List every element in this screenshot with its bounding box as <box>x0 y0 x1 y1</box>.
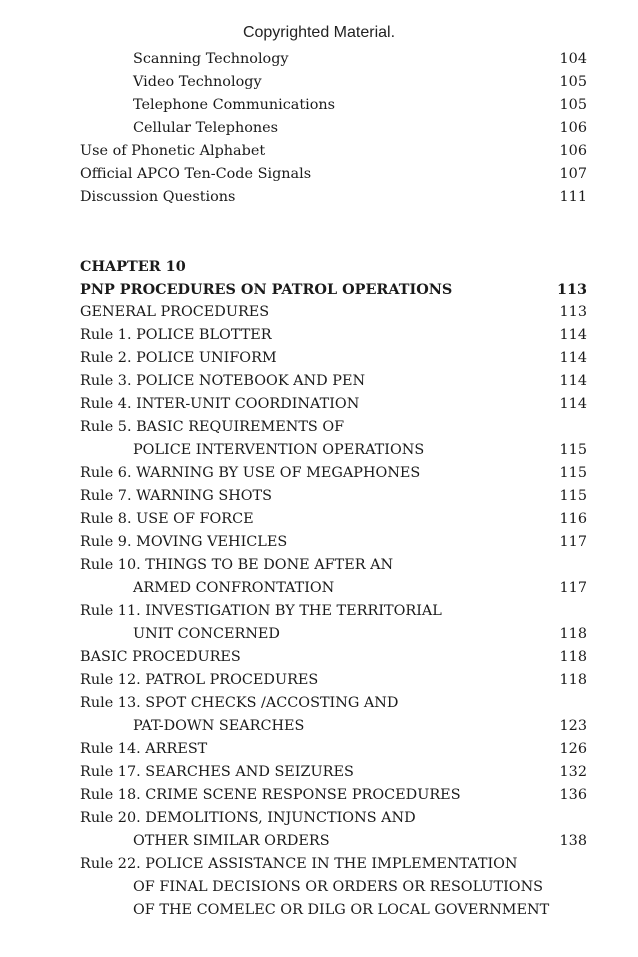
table-of-contents <box>80 48 587 922</box>
copyright-header: Copyrighted Material. <box>242 24 396 41</box>
toc-entry-title: Rule 4. INTER-UNIT COORDINATION <box>80 396 360 412</box>
toc-entry <box>80 485 587 508</box>
toc-entry-title: Rule 20. DEMOLITIONS, INJUNCTIONS AND <box>80 810 416 826</box>
toc-entry-title: Rule 14. ARREST <box>80 741 208 757</box>
toc-entry-page: 106 <box>559 143 587 159</box>
toc-entry-page: 104 <box>559 51 587 67</box>
toc-entry <box>80 807 587 830</box>
toc-entry-title: OF FINAL DECISIONS OR ORDERS OR RESOLUTIONS <box>133 879 544 895</box>
toc-entry-page: 116 <box>559 511 587 527</box>
toc-entry-title: POLICE INTERVENTION OPERATIONS <box>133 442 425 458</box>
toc-entry-page: 118 <box>559 626 587 642</box>
toc-entry-title: Rule 5. BASIC REQUIREMENTS OF <box>80 419 345 435</box>
toc-entry-page: 105 <box>559 74 587 90</box>
toc-entry <box>80 462 587 485</box>
chapter-title <box>80 278 587 301</box>
toc-entry <box>80 554 587 577</box>
section-spacer <box>80 232 587 255</box>
toc-entry <box>80 531 587 554</box>
toc-entry-continuation <box>80 876 587 899</box>
chapter-number <box>80 255 587 278</box>
toc-entry <box>80 669 587 692</box>
toc-entry-title: Rule 17. SEARCHES AND SEIZURES <box>80 764 354 780</box>
toc-entry-continuation <box>80 899 587 922</box>
toc-entry <box>80 370 587 393</box>
toc-entry <box>80 163 587 186</box>
chapter-title-label: PNP PROCEDURES ON PATROL OPERATIONS <box>80 281 453 298</box>
toc-entry-page: 105 <box>559 97 587 113</box>
section-spacer <box>80 209 587 232</box>
toc-entry <box>80 853 587 876</box>
toc-entry-title: Use of Phonetic Alphabet <box>80 143 266 159</box>
toc-entry-title: Rule 1. POLICE BLOTTER <box>80 327 272 343</box>
toc-entry-page: 118 <box>559 649 587 665</box>
toc-entry-page: 114 <box>559 396 587 412</box>
toc-entry-page: 126 <box>559 741 587 757</box>
toc-entry <box>80 738 587 761</box>
toc-entry <box>80 94 587 117</box>
toc-entry <box>80 347 587 370</box>
toc-entry-title: Scanning Technology <box>133 51 289 67</box>
toc-entry <box>80 784 587 807</box>
toc-entry-title: Rule 7. WARNING SHOTS <box>80 488 273 504</box>
toc-entry <box>80 117 587 140</box>
toc-entry-title: Rule 2. POLICE UNIFORM <box>80 350 277 366</box>
toc-entry <box>80 71 587 94</box>
toc-entry-title: BASIC PROCEDURES <box>80 649 241 665</box>
toc-entry-page: 138 <box>559 833 587 849</box>
toc-entry <box>80 508 587 531</box>
toc-entry-title: Discussion Questions <box>80 189 236 205</box>
toc-entry-title: OF THE COMELEC OR DILG OR LOCAL GOVERNMENT <box>133 902 550 918</box>
toc-entry-page: 106 <box>559 120 587 136</box>
toc-entry-page: 123 <box>559 718 587 734</box>
toc-entry-continuation <box>80 577 587 600</box>
toc-entry-title: Rule 10. THINGS TO BE DONE AFTER AN <box>80 557 394 573</box>
toc-entry-continuation <box>80 439 587 462</box>
chapter-number-label: CHAPTER 10 <box>80 258 186 275</box>
toc-entry-page: 107 <box>559 166 587 182</box>
toc-entry-page: 118 <box>559 672 587 688</box>
toc-entry-title: Rule 3. POLICE NOTEBOOK AND PEN <box>80 373 366 389</box>
toc-entry-title: GENERAL PROCEDURES <box>80 304 270 320</box>
toc-entry-title: UNIT CONCERNED <box>133 626 280 642</box>
toc-entry-title: OTHER SIMILAR ORDERS <box>133 833 330 849</box>
toc-entry-continuation <box>80 830 587 853</box>
toc-entry-title: Rule 8. USE OF FORCE <box>80 511 254 527</box>
toc-entry <box>80 393 587 416</box>
toc-entry-title: ARMED CONFRONTATION <box>133 580 335 596</box>
toc-entry <box>80 692 587 715</box>
toc-entry <box>80 761 587 784</box>
toc-entry-title: Video Technology <box>133 74 262 90</box>
toc-entry <box>80 48 587 71</box>
toc-entry-title: PAT-DOWN SEARCHES <box>133 718 305 734</box>
toc-entry-title: Rule 6. WARNING BY USE OF MEGAPHONES <box>80 465 421 481</box>
toc-entry <box>80 301 587 324</box>
toc-entry-title: Rule 22. POLICE ASSISTANCE IN THE IMPLEMENTATION <box>80 856 518 872</box>
toc-entry <box>80 646 587 669</box>
toc-entry <box>80 186 587 209</box>
toc-entry-title: Official APCO Ten-Code Signals <box>80 166 312 182</box>
toc-entry-page: 111 <box>559 189 587 205</box>
toc-entry-title: Rule 12. PATROL PROCEDURES <box>80 672 319 688</box>
toc-entry <box>80 140 587 163</box>
toc-entry-page: 136 <box>559 787 587 803</box>
toc-entry-page: 117 <box>559 534 587 550</box>
toc-entry-page: 117 <box>559 580 587 596</box>
toc-entry-continuation <box>80 623 587 646</box>
toc-entry-page: 132 <box>559 764 587 780</box>
toc-entry-page: 115 <box>559 488 587 504</box>
toc-entry-title: Telephone Communications <box>133 97 336 113</box>
toc-entry-title: Rule 11. INVESTIGATION BY THE TERRITORIAL <box>80 603 442 619</box>
toc-entry-continuation <box>80 715 587 738</box>
toc-entry-title: Cellular Telephones <box>133 120 279 136</box>
toc-entry-title: Rule 13. SPOT CHECKS /ACCOSTING AND <box>80 695 399 711</box>
toc-entry <box>80 600 587 623</box>
toc-entry-title: Rule 18. CRIME SCENE RESPONSE PROCEDURES <box>80 787 461 803</box>
toc-entry-page: 115 <box>559 465 587 481</box>
toc-entry <box>80 416 587 439</box>
toc-entry-title: Rule 9. MOVING VEHICLES <box>80 534 288 550</box>
toc-entry-page: 113 <box>556 281 587 298</box>
toc-entry-page: 114 <box>559 373 587 389</box>
toc-entry-page: 114 <box>559 350 587 366</box>
toc-entry-page: 114 <box>559 327 587 343</box>
toc-entry-page: 113 <box>559 304 587 320</box>
toc-entry-page: 115 <box>559 442 587 458</box>
toc-entry <box>80 324 587 347</box>
